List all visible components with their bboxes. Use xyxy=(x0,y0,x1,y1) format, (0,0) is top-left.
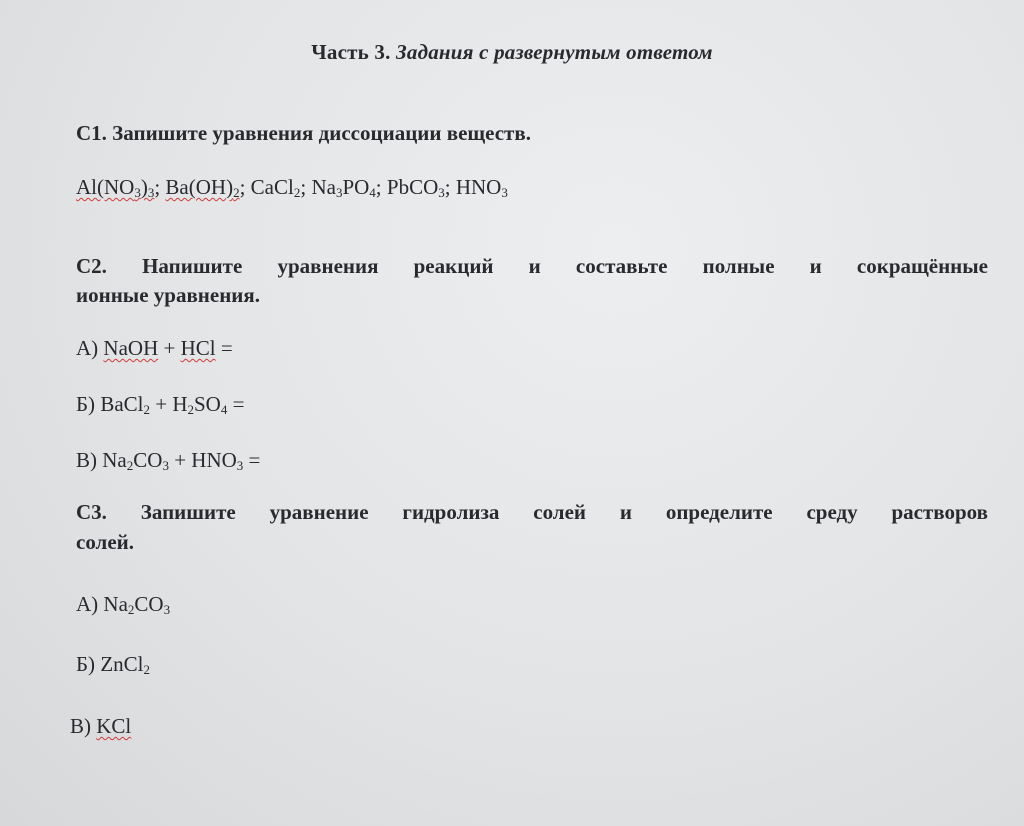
formula-kcl: KCl xyxy=(96,714,132,738)
formula-na3po4: $Na_3PO_4$ xyxy=(311,175,376,200)
c3-item-v xyxy=(70,714,131,739)
c3-item-b: Б) ZnCl$_2$ xyxy=(76,652,150,677)
title-subtitle: Задания с развернутым ответом xyxy=(396,40,713,64)
c2-heading-line1: С2. Напишите уравнения реакций и составьте полные и сокращённые xyxy=(76,254,988,278)
c3-heading-line2: солей. xyxy=(76,530,134,554)
title-part: Часть 3. xyxy=(311,40,391,64)
item-label: В) xyxy=(70,714,91,738)
item-label: В) xyxy=(76,448,97,472)
c3-item-a: А) $Na_2CO_3$ xyxy=(76,592,171,617)
c2-item-a: А) NaOH + HCl = xyxy=(76,336,233,360)
item-label: А) xyxy=(76,592,99,616)
formula-pbco3: PbCO$_3$ xyxy=(386,175,445,200)
formula-hno3: $HNO_3$ xyxy=(455,175,508,200)
formula-hcl: HCl xyxy=(180,336,216,360)
formula-naoh: NaOH xyxy=(103,336,159,360)
c2-heading-line2: ионные уравнения. xyxy=(76,283,261,307)
formula-ba-oh-2: $Ba(OH)_2$ xyxy=(165,175,240,200)
page-title xyxy=(0,40,1024,65)
c2-item-v: В) $Na_2CO_3 + HNO_3$ = xyxy=(76,448,261,473)
item-label: Б) xyxy=(76,652,96,676)
c2-item-b: Б) BaCl$_2$ + $H_2SO_4$ = xyxy=(76,392,245,417)
c1-formulas: $Al(NO_3)_3$; $Ba(OH)_2$; CaCl$_2$; $Na_3PO_4$; PbCO$_3$; $HNO_3$ xyxy=(76,175,508,200)
formula-cacl2: CaCl$_2$ xyxy=(250,175,301,200)
c1-heading: С1. Запишите уравнения диссоциации веществ. xyxy=(76,121,531,145)
item-label: А) xyxy=(76,336,99,360)
formula-al-no3-3: $Al(NO_3)_3$ xyxy=(76,175,155,200)
item-label: Б) xyxy=(76,392,96,416)
c3-heading-line1: С3. Запишите уравнение гидролиза солей и определите среду растворов xyxy=(76,500,988,524)
